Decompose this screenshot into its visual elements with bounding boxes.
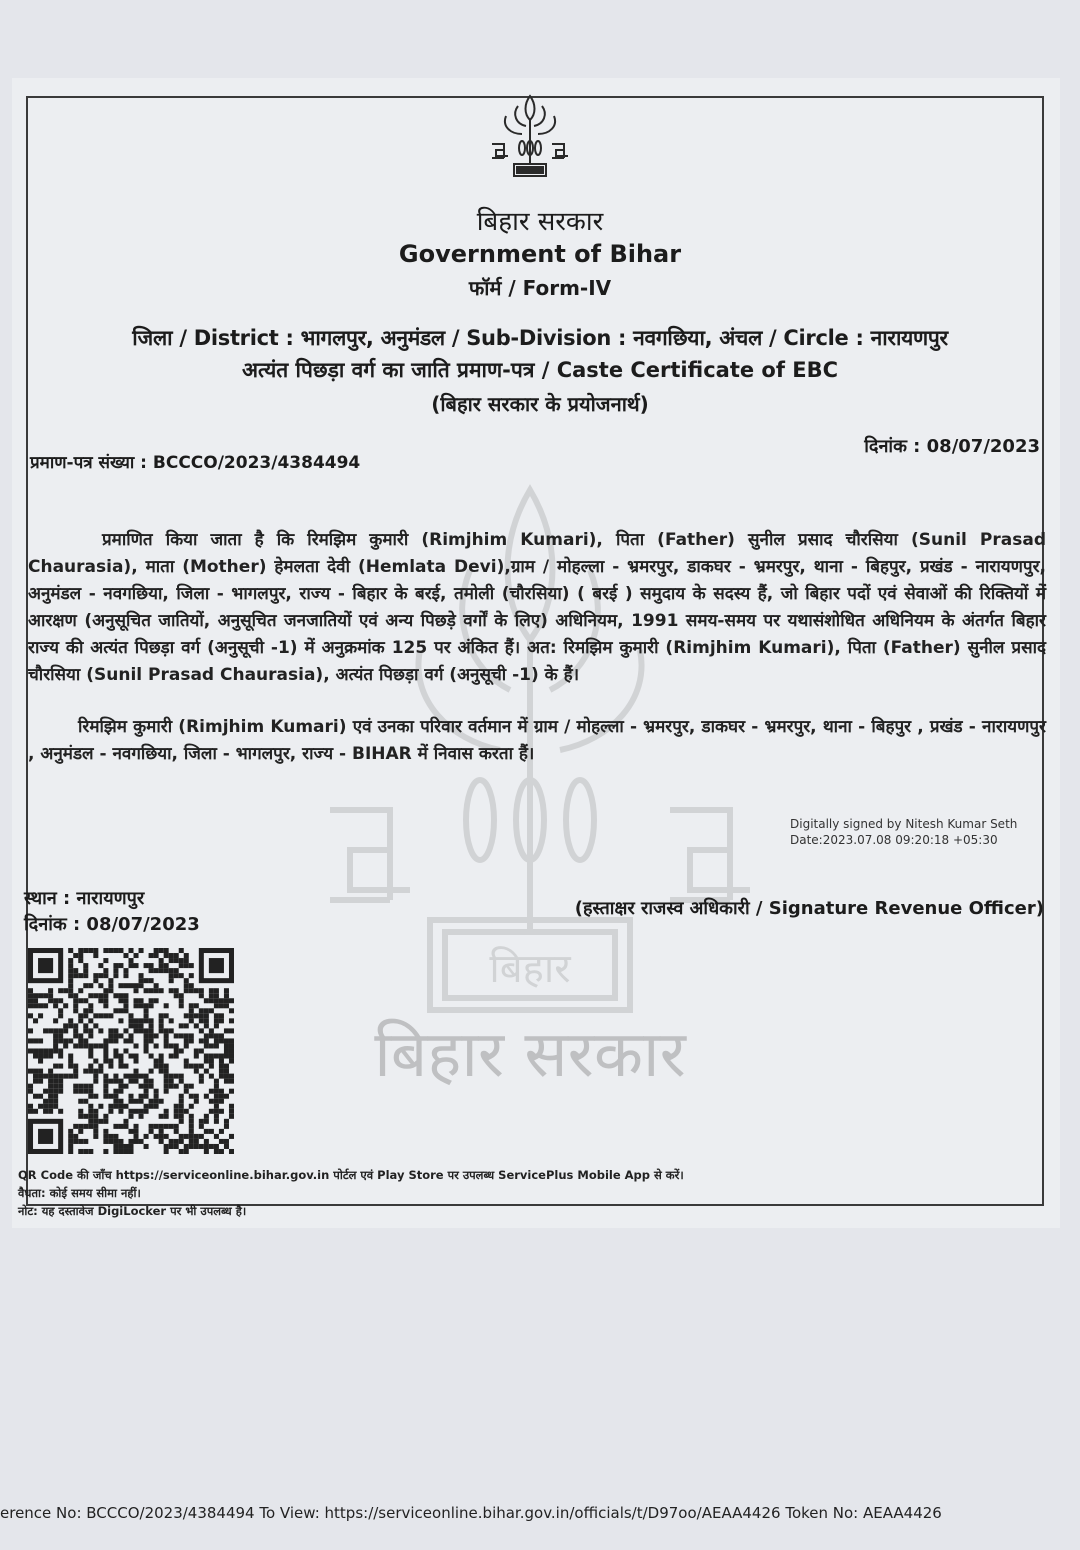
digilocker-note: नोट: यह दस्तावेज DigiLocker पर भी उपलब्ध है। [18,1204,247,1218]
govt-title-english: Government of Bihar [398,240,682,268]
govt-title-hindi: बिहार सरकार [476,207,604,237]
certificate-title: अत्यंत पिछड़ा वर्ग का जाति प्रमाण-पत्र / Caste Certificate of EBC [241,358,839,382]
form-label: फॉर्म / Form-IV [468,276,612,300]
validity-note: वैधता: कोई समय सीमा नहीं। [18,1186,141,1200]
place-date-block [24,886,200,938]
bihar-emblem-logo [490,92,570,180]
certificate-paragraph-1: प्रमाणित किया जाता है कि रिमझिम कुमारी (Rimjhim Kumari), पिता (Father) सुनील प्रसाद चौरसिया (Sunil Prasad Chaurasia), माता (Mother) हेमलता देवी (Hemlata Devi),ग्राम / मोहल्ला - भ्रमरपुर, डाकघर - भ्रमरपुर, थाना - बिहपुर, प्रखंड - नारायणपुर, अनुमंडल - नवगछिया, जिला - भागलपुर, राज्य - बिहार के बरई, तमोली (चौरसिया) ( बरई ) समुदाय के सदस्य हैं, जो बिहार पदों एवं सेवाओं की रिक्तियों में आरक्षण (अनुसूचित जातियों, अनुसूचित जनजातियों एवं अन्य पिछड़े वर्गों के लिए) अधिनियम, 1991 समय-समय पर यथासंशोधित अधिनियम के अंतर्गत बिहार राज्य की अत्यंत पिछड़ा वर्ग (अनुसूची -1) में अनुक्रमांक 125 पर अंकित हैं। अत: रिमझिम कुमारी (Rimjhim Kumari), पिता (Father) सुनील प्रसाद चौरसिया (Sunil Prasad Chaurasia), अत्यंत पिछड़ा वर्ग (अनुसूची -1) के हैं। [28,530,1046,685]
location-line: जिला / District : भागलपुर, अनुमंडल / Sub-Division : नवगछिया, अंचल / Circle : नारायणपुर [132,326,948,350]
issue-date: दिनांक : 08/07/2023 [864,436,1040,457]
digital-signature-date: Date:2023.07.08 09:20:18 +05:30 [790,833,998,847]
digital-signature [790,816,1017,848]
place-date-label: दिनांक : 08/07/2023 [24,914,200,935]
certificate-number: प्रमाण-पत्र संख्या : BCCCO/2023/4384494 [30,453,361,473]
certificate-purpose: (बिहार सरकार के प्रयोजनार्थ) [431,392,649,416]
digital-signature-signer: Digitally signed by Nitesh Kumar Seth [790,817,1018,831]
watermark-text: बिहार सरकार [374,1018,686,1092]
qr-note: QR Code की जाँच https://serviceonline.bihar.gov.in पोर्टल एवं Play Store पर उपलब्ध ServicePlus Mobile App से करें। [18,1168,684,1182]
signature-revenue-officer: (हस्ताक्षर राजस्व अधिकारी / Signature Revenue Officer) [574,898,1044,919]
footer-reference: erence No: BCCCO/2023/4384494 To View: https://serviceonline.bihar.gov.in/officials/t/D97oo/AEAA4426 Token No: AEAA4426 [0,1504,942,1522]
watermark-emblem-label: बिहार [489,946,571,992]
place-label: स्थान : नारायणपुर [24,888,145,909]
qr-code [28,948,234,1154]
notes-block [18,1166,684,1220]
certificate-paragraph-2: रिमझिम कुमारी (Rimjhim Kumari) एवं उनका परिवार वर्तमान में ग्राम / मोहल्ला - भ्रमरपुर, डाकघर - भ्रमरपुर, थाना - बिहपुर , प्रखंड - नारायणपुर , अनुमंडल - नवगछिया, जिला - भागलपुर, राज्य - BIHAR में निवास करता हैं। [28,717,1046,764]
